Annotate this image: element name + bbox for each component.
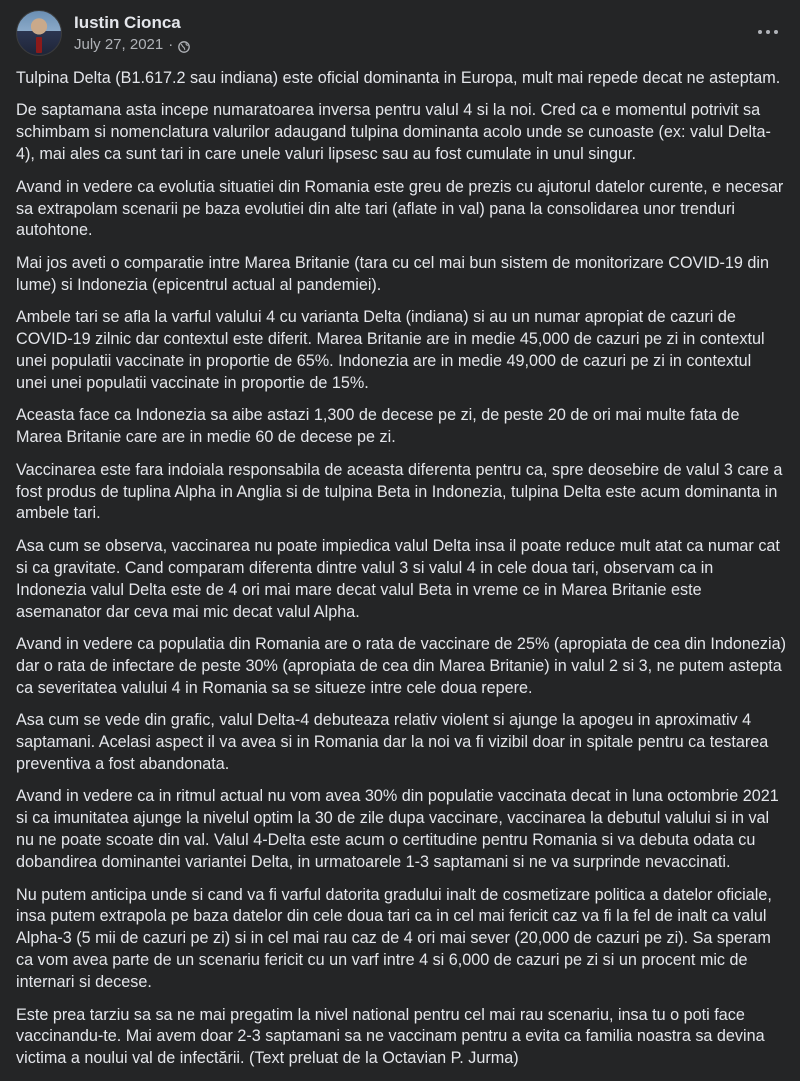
author-name[interactable]: Iustin Cionca <box>74 12 181 32</box>
menu-dot <box>766 30 770 34</box>
post-paragraph: Ambele tari se afla la varful valului 4 cu varianta Delta (indiana) si au un numar apropiat de cazuri de COVID-19 zilnic dar contextul este diferit. Marea Britanie are in medie 45,000 de cazuri pe zi in contextul unei populatii vaccinate in proportie de 65%. Indonezia are in medie 49,000 de cazuri pe zi in contextul unei unei populatii vaccinate in proportie de 15%. <box>16 308 765 392</box>
post-date[interactable]: July 27, 2021 <box>74 35 164 53</box>
avatar[interactable] <box>16 10 62 56</box>
post-paragraph: Mai jos aveti o comparatie intre Marea Britanie (tara cu cel mai bun sistem de monitorizare COVID-19 din lume) si Indonezia (epicentrul actual al pandemiei). <box>16 253 770 294</box>
post-paragraph: Avand in vedere ca populatia din Romania are o rata de vaccinare de 25% (apropiata de cea din Indonezia) dar o rata de infectare de peste 30% (apropiata de cea din Marea Britanie) in valul 2 si 3, ne putem astepta ca severitatea valului 4 in Romania sa se situeze intre cele doua repere. <box>16 634 787 697</box>
post-paragraph: Avand in vedere ca evolutia situatiei din Romania este greu de prezis cu ajutorul datelor curente, e necesar sa extrapolam scenarii pe baza evolutiei din alte tari (aflate in val) pana la consolidarea unor trenduri autohtone. <box>16 177 784 240</box>
post-paragraph: Vaccinarea este fara indoiala responsabila de aceasta diferenta pentru ca, spre deosebire de valul 3 care a fost produs de tuplina Alpha in Anglia si de tulpina Beta in Indonezia, tulpina Delta este acum dominanta in ambele tari. <box>16 460 783 523</box>
globe-icon[interactable] <box>178 39 190 51</box>
post-paragraph: Asa cum se observa, vaccinarea nu poate impiedica valul Delta insa il poate reduce mult atat ca numar cat si ca gravitate. Cand comparam diferenta dintre valul 3 si valul 4 in cele doua tari, observam ca in Indonezia valul Delta este de 4 ori mai mare decat valul Beta in vreme ce in Marea Britanie este asemanator dar ceva mai mic decat valul Alpha. <box>16 536 780 621</box>
avatar-tie <box>36 37 42 53</box>
post-meta <box>74 12 190 55</box>
post-paragraph: Aceasta face ca Indonezia sa aibe astazi 1,300 de decese pe zi, de peste 20 de ori mai multe fata de Marea Britanie care are in medie 60 de decese pe zi. <box>16 406 740 447</box>
menu-dot <box>774 30 778 34</box>
post-subline <box>74 35 190 55</box>
post-body <box>16 68 786 1081</box>
separator: · <box>168 35 174 53</box>
post-paragraph: Este prea tarziu sa sa ne mai pregatim la nivel national pentru cel mai rau scenariu, insa tu o poti face vaccinandu-te. Mai avem doar 2-3 saptamani sa ne vaccinam pentru a evita ca familia noastra sa devina victima a noului val de infectării. (Text preluat de la Octavian P. Jurma) <box>16 1005 765 1068</box>
post-paragraph: Avand in vedere ca in ritmul actual nu vom avea 30% din populatie vaccinata decat in luna octombrie 2021 si ca imunitatea ajunge la nivelul optim la 30 de zile dupa vaccinare, vaccinarea la debutul valului si in val nu ne poate scoate din val. Valul 4-Delta este acum o certitudine pentru Romania si va debuta odata cu dobandirea dominantei variantei Delta, in urmatoarele 1-3 saptamani si ne va surprinde nevaccinati. <box>16 787 779 872</box>
menu-dot <box>758 30 762 34</box>
post-header <box>16 10 190 56</box>
post-paragraph: Tulpina Delta (B1.617.2 sau indiana) este oficial dominanta in Europa, mult mai repede decat ne asteptam. <box>16 69 781 87</box>
post-paragraph: Asa cum se vede din grafic, valul Delta-4 debuteaza relativ violent si ajunge la apogeu in aproximativ 4 saptamani. Acelasi aspect il va avea si in Romania dar la noi va fi vizibil doar in spitale pentru ca testarea preventiva a fost abandonata. <box>16 711 769 773</box>
post-paragraph: Nu putem anticipa unde si cand va fi varful datorita gradului inalt de cosmetizare politica a datelor oficiale, insa putem extrapola pe baza datelor din cele doua tari ca in cel mai fericit caz va fi la fel de inalt ca valul Alpha-3 (5 mii de cazuri pe zi) si in cel mai rau caz de 4 ori mai sever (20,000 de cazuri pe zi). Sa speram ca vom avea parte de un scenariu fericit cu un varf intre 4 si 6,000 de cazuri pe zi si un procent mic de internari si decese. <box>16 885 772 992</box>
post-paragraph: De saptamana asta incepe numaratoarea inversa pentru valul 4 si la noi. Cred ca e momentul potrivit sa schimbam si nomenclatura valurilor adaugand tulpina dominanta acolo unde se cunoaste (ex: valul Delta-4), mai ales ca sunt tari in care unele valuri lipsesc sau au fost cumulate in unul singur. <box>16 101 771 164</box>
more-options-icon[interactable] <box>754 18 782 46</box>
